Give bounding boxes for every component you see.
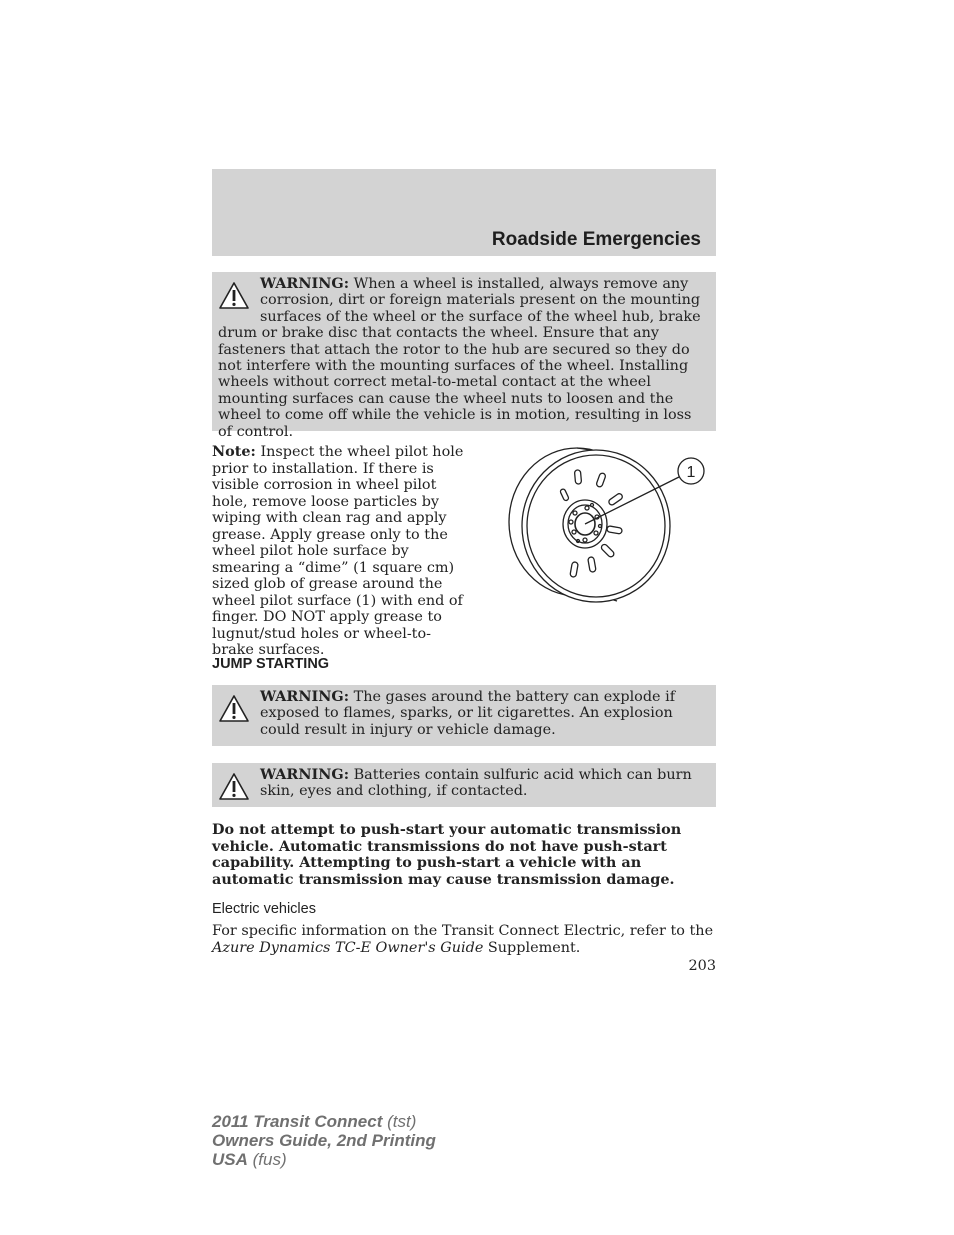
document-footer — [212, 1112, 436, 1169]
warning-box-battery-gases — [212, 685, 716, 746]
wheel-pilot-hole-illustration — [505, 445, 715, 607]
footer-line-2: Owners Guide, 2nd Printing — [212, 1131, 436, 1150]
warning-triangle-icon — [218, 693, 250, 725]
note-text: Inspect the wheel pilot hole prior to installation. If there is visible corrosion in wheel pilot hole, remove loose particles by wiping with clean rag and apply grease. Apply grease only to the wheel pilot hole surface by smearing a “dime” (1 square cm) sized glob of grease around the wheel pilot surface (1) with end of finger. DO NOT apply grease to lugnut/stud holes or wheel-to-brake surfaces. — [212, 444, 464, 658]
push-start-caution: Do not attempt to push-start your automatic transmission vehicle. Automatic transmissions do not have push-start capability. Attempting to push-start a vehicle with an automatic transmission may cause transmission damage. — [212, 821, 682, 888]
warning-triangle-icon — [218, 280, 250, 312]
ev-text-before: For specific information on the Transit Connect Electric, refer to the — [212, 923, 714, 939]
warning-text: The gases around the battery can explode if exposed to flames, sparks, or lit cigarettes. An explosion could result in injury or vehicle damage. — [260, 689, 676, 738]
section-header — [212, 169, 716, 256]
warning-text: Batteries contain sulfuric acid which can burn skin, eyes and clothing, if contacted. — [260, 767, 692, 800]
note-label: Note: — [212, 443, 256, 460]
note-paragraph — [212, 444, 472, 659]
ev-text-after: Supplement. — [483, 939, 581, 956]
warning-box-sulfuric-acid — [212, 763, 716, 807]
jump-starting-heading: JUMP STARTING — [212, 656, 330, 672]
callout-number: 1 — [686, 464, 696, 481]
warning-label: WARNING: — [260, 688, 350, 705]
warning-triangle-icon — [218, 771, 250, 803]
page-number: 203 — [688, 958, 716, 974]
section-title: Roadside Emergencies — [491, 229, 701, 250]
warning-text: When a wheel is installed, always remove any corrosion, dirt or foreign materials present on the mounting surfaces of the wheel or the surface of the wheel hub, brake drum or brake disc that contacts the wheel. Ensure that any fasteners that attach the rotor to the hub are secured so they do not interfere with the mounting surfaces of the wheel. Installing wheels without correct metal-to-metal contact at the wheel mounting surfaces can cause the wheel nuts to loosen and the wheel to come off while the vehicle is in motion, resulting in loss of control. — [218, 276, 701, 440]
warning-label: WARNING: — [260, 766, 350, 783]
warning-label: WARNING: — [260, 275, 350, 292]
warning-box-wheel-install — [212, 272, 716, 440]
electric-vehicles-heading: Electric vehicles — [212, 901, 316, 917]
electric-vehicles-paragraph — [212, 923, 716, 956]
footer-line-3: USA (fus) — [212, 1150, 287, 1169]
footer-line-1: 2011 Transit Connect (tst) — [212, 1112, 417, 1131]
ev-guide-title: Azure Dynamics TC-E Owner's Guide — [212, 939, 484, 956]
